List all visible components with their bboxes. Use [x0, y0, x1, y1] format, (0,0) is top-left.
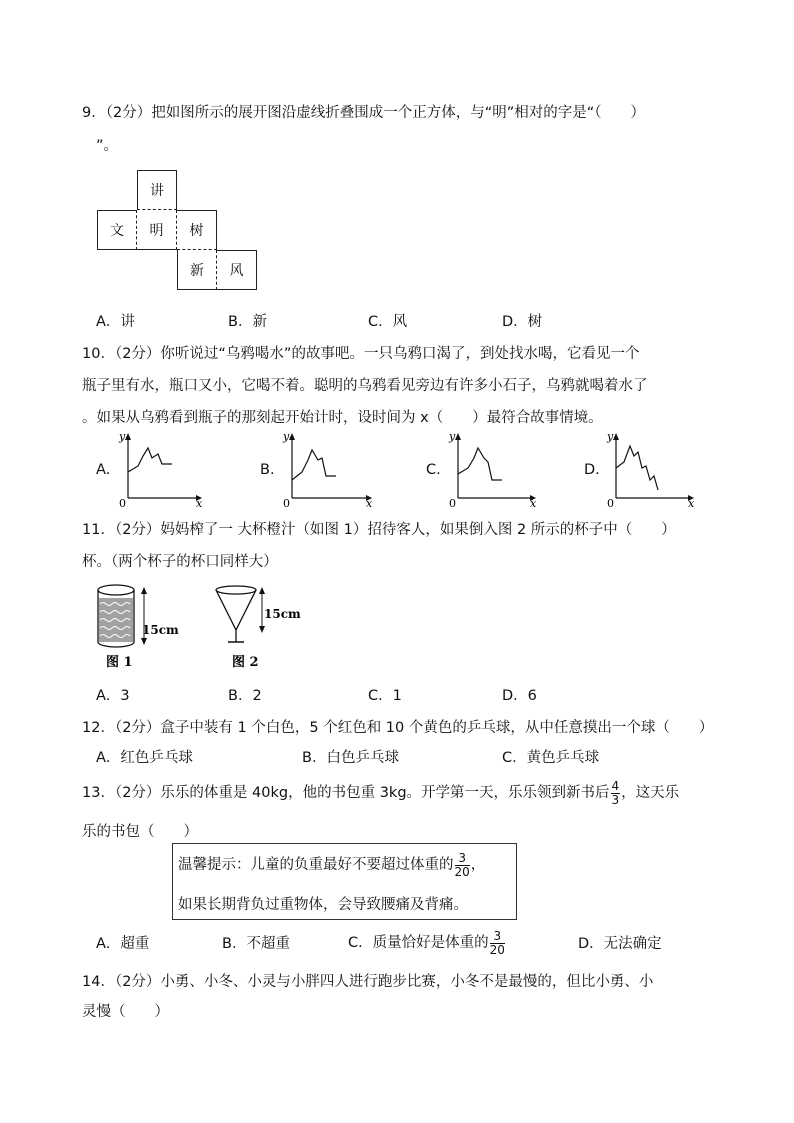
- q10-stem-line2: 瓶子里有水，瓶口又小，它喝不着。聪明的乌鸦看见旁边有许多小石子，乌鸦就喝着水了: [82, 378, 648, 394]
- net-cell-right: 树: [177, 210, 217, 250]
- fig2-height-label: 15cm: [264, 607, 301, 621]
- net-cell-left: 文: [97, 210, 137, 250]
- q13-stem-part1: 13．（2分）乐乐的体重是 40kg，他的书包重 3kg。开学第一天，乐乐领到新书后: [82, 785, 610, 801]
- q13-option-a[interactable]: A．超重: [96, 936, 150, 952]
- y-axis-label: y: [607, 430, 614, 443]
- q12-option-b[interactable]: B．白色乒乓球: [302, 750, 399, 766]
- q10-option-d[interactable]: D.: [584, 462, 600, 478]
- q9-stem-line2: ”。: [96, 138, 119, 154]
- y-axis-label: y: [449, 430, 456, 443]
- tip-text: 温馨提示：儿童的负重最好不要超过体重的: [178, 857, 454, 873]
- q13-stem-part2: ，这天乐: [621, 785, 680, 801]
- q11-stem-line2: 杯。（两个杯子的杯口同样大）: [82, 554, 278, 570]
- x-axis-label: x: [366, 497, 373, 508]
- q10-graph-d: [604, 428, 700, 508]
- q13-tip-line2: 如果长期背负过重物体，会导致腰痛及背痛。: [178, 897, 468, 913]
- origin-label: 0: [119, 497, 126, 508]
- net-cell-bottom-left: 新: [177, 250, 217, 290]
- q13-fraction-denominator: 3: [611, 792, 620, 807]
- y-axis-label: y: [119, 430, 126, 443]
- q13-option-c-fraction: [490, 930, 505, 957]
- fig1-caption: 图 1: [106, 655, 133, 670]
- q10-graph-c: [446, 428, 542, 508]
- q9-stem-line1: 9．（2分）把如图所示的展开图沿虚线折叠围成一个正方体，与“明”相对的字是“（ ）: [82, 105, 645, 121]
- q10-graph-a: [116, 428, 206, 508]
- tip-fraction-numerator: 3: [455, 852, 470, 866]
- q10-option-b[interactable]: B.: [260, 462, 275, 478]
- q13-stem-line2: 乐的书包（ ）: [82, 824, 198, 840]
- net-cell-center: 明: [137, 210, 177, 250]
- q11-option-b[interactable]: B．2: [228, 688, 262, 704]
- tip-text-end: ，: [470, 857, 486, 873]
- origin-label: 0: [283, 497, 290, 508]
- fig2-caption: 图 2: [232, 655, 259, 670]
- q13-tip-line1: [178, 848, 485, 882]
- q13-option-c[interactable]: [348, 926, 506, 960]
- origin-label: 0: [607, 497, 614, 508]
- q9-option-a[interactable]: A．讲: [96, 314, 135, 330]
- q9-option-b[interactable]: B．新: [228, 314, 267, 330]
- q13-fraction-numerator: 4: [611, 778, 620, 793]
- q13-option-c-text: C．质量恰好是体重的: [348, 935, 489, 951]
- option-c-fraction-numerator: 3: [490, 930, 505, 944]
- q11-option-c[interactable]: C．1: [368, 688, 402, 704]
- origin-label: 0: [449, 497, 456, 508]
- x-axis-label: x: [196, 497, 203, 508]
- q12-option-a[interactable]: A．红色乒乓球: [96, 750, 193, 766]
- option-c-fraction-denominator: 20: [489, 942, 505, 957]
- q11-cups-figure: [92, 578, 302, 672]
- q10-graph-b: [280, 428, 376, 508]
- y-axis-label: y: [283, 430, 290, 443]
- q13-option-b[interactable]: B．不超重: [222, 936, 290, 952]
- tip-fraction-denominator: 20: [454, 864, 470, 879]
- net-cell-bottom-right: 风: [217, 250, 257, 290]
- q12-stem: 12．（2分）盒子中装有 1 个白色，5 个红色和 10 个黄色的乒乓球，从中任意摸出一个球（ ）: [82, 720, 714, 736]
- q11-option-d[interactable]: D．6: [502, 688, 537, 704]
- q9-option-c[interactable]: C．风: [368, 314, 408, 330]
- q11-option-a[interactable]: A．3: [96, 688, 130, 704]
- q13-stem-line1: [82, 776, 679, 810]
- q13-fraction: [611, 780, 621, 807]
- q13-option-d[interactable]: D．无法确定: [578, 936, 662, 952]
- q11-stem-line1: 11．（2分）妈妈榨了一 大杯橙汁（如图 1）招待客人，如果倒入图 2 所示的杯子中（ ）: [82, 522, 676, 538]
- q12-option-c[interactable]: C．黄色乒乓球: [502, 750, 600, 766]
- q10-option-a[interactable]: A.: [96, 462, 111, 478]
- q10-option-c[interactable]: C.: [426, 462, 441, 478]
- x-axis-label: x: [688, 497, 695, 508]
- net-cell-top: 讲: [137, 170, 177, 210]
- fig1-height-label: 15cm: [142, 623, 179, 637]
- q14-stem-line2: 灵慢（ ）: [82, 1004, 169, 1020]
- tip-fraction: [455, 852, 470, 879]
- q14-stem-line1: 14．（2分）小勇、小冬、小灵与小胖四人进行跑步比赛，小冬不是最慢的，但比小勇、小: [82, 974, 654, 990]
- x-axis-label: x: [530, 497, 537, 508]
- q9-option-d[interactable]: D．树: [502, 314, 543, 330]
- q10-stem-line1: 10．（2分）你听说过“乌鸦喝水”的故事吧。一只乌鸦口渴了，到处找水喝，它看见一个: [82, 346, 640, 362]
- q10-stem-line3: 。如果从乌鸦看到瓶子的那刻起开始计时，设时间为 x（ ）最符合故事情境。: [82, 410, 603, 426]
